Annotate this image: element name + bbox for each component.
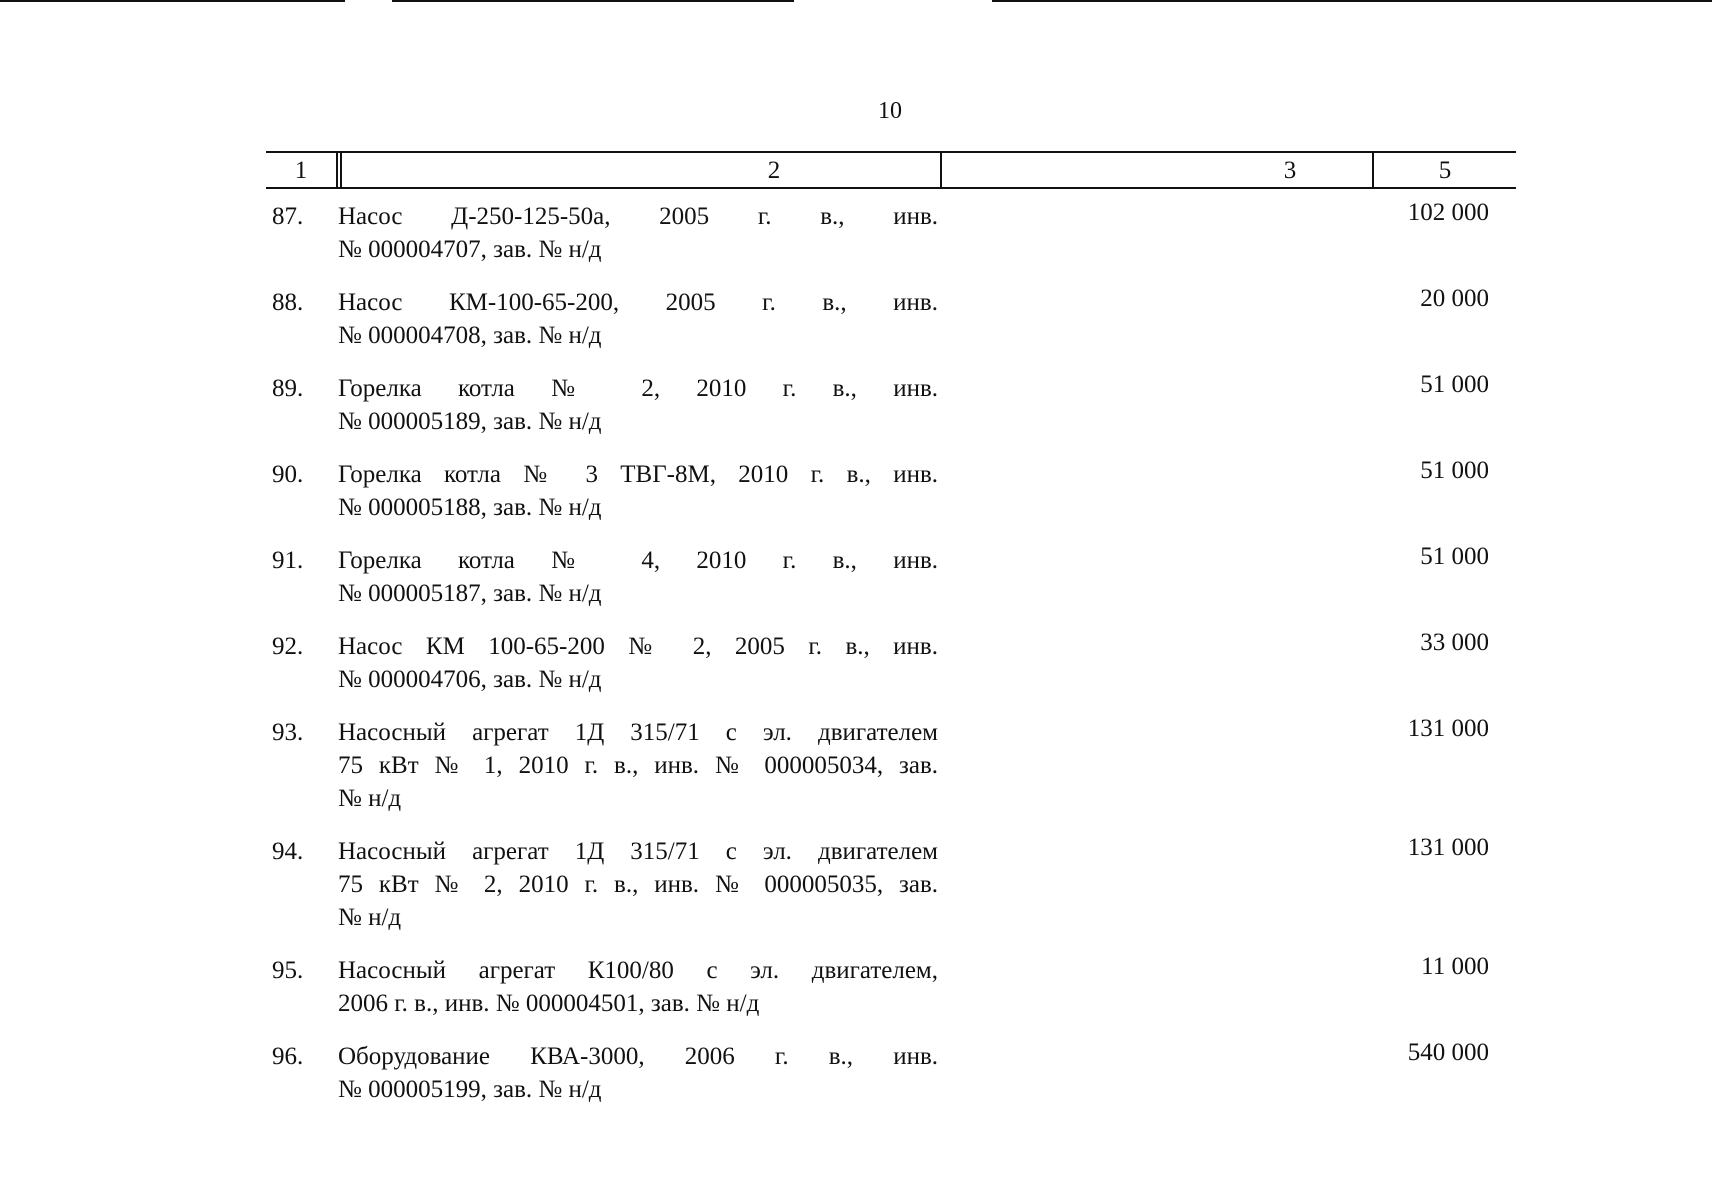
description-line: № 000004708, зав. № н/д	[338, 322, 602, 349]
header-divider	[336, 152, 338, 188]
description-line: Насосный агрегат 1Д 315/71 с эл. двигателем	[338, 838, 938, 865]
row-number: 91.	[272, 547, 304, 574]
row-description	[338, 372, 938, 438]
row-number: 95.	[272, 957, 304, 984]
description-line: № 000005188, зав. № н/д	[338, 494, 602, 521]
row-value: 540 000	[1407, 1039, 1489, 1066]
top-edge-rule	[392, 0, 794, 2]
description-line: Горелка котла № 4, 2010 г. в., инв.	[338, 547, 938, 574]
row-description	[338, 200, 938, 266]
row-description	[338, 1040, 938, 1106]
description-line: 75 кВт № 1, 2010 г. в., инв. № 000005034, зав.	[338, 752, 938, 779]
description-line: Насос Д-250-125-50а, 2005 г. в., инв.	[338, 203, 938, 230]
description-line: Насос КМ 100-65-200 № 2, 2005 г. в., инв.	[338, 633, 938, 660]
header-col-2: 2	[767, 157, 781, 184]
row-number: 94.	[272, 838, 304, 865]
description-line: Горелка котла № 3 ТВГ-8М, 2010 г. в., инв.	[338, 461, 938, 488]
row-value: 51 000	[1420, 457, 1489, 484]
top-edge-rule	[0, 0, 345, 2]
row-value: 20 000	[1420, 285, 1489, 312]
row-value: 33 000	[1420, 629, 1489, 656]
row-value: 11 000	[1421, 953, 1489, 980]
row-value: 131 000	[1407, 715, 1489, 742]
description-line: 75 кВт № 2, 2010 г. в., инв. № 000005035, зав.	[338, 871, 938, 898]
row-value: 131 000	[1407, 834, 1489, 861]
description-line: № 000005187, зав. № н/д	[338, 580, 602, 607]
row-description	[338, 630, 938, 696]
header-col-1: 1	[294, 157, 308, 184]
description-line: № 000004707, зав. № н/д	[338, 236, 602, 263]
row-description	[338, 835, 938, 934]
row-value: 102 000	[1407, 199, 1489, 226]
row-number: 96.	[272, 1043, 304, 1070]
row-value: 51 000	[1420, 543, 1489, 570]
description-line: № 000005199, зав. № н/д	[338, 1076, 602, 1103]
row-value: 51 000	[1420, 371, 1489, 398]
header-col-5: 5	[1438, 157, 1452, 184]
row-number: 87.	[272, 203, 304, 230]
description-line: № 000005189, зав. № н/д	[338, 408, 602, 435]
top-edge-rule	[992, 0, 1712, 2]
description-line: Насос КМ-100-65-200, 2005 г. в., инв.	[338, 289, 938, 316]
row-description	[338, 544, 938, 610]
row-number: 88.	[272, 289, 304, 316]
description-line: № н/д	[338, 785, 402, 812]
description-line: № 000004706, зав. № н/д	[338, 666, 602, 693]
row-number: 93.	[272, 719, 304, 746]
row-number: 92.	[272, 633, 304, 660]
description-line: Насосный агрегат К100/80 с эл. двигателем,	[338, 957, 938, 984]
header-col-3: 3	[1283, 157, 1297, 184]
description-line: Насосный агрегат 1Д 315/71 с эл. двигателем	[338, 719, 938, 746]
row-description	[338, 716, 938, 815]
description-line: № н/д	[338, 904, 402, 931]
description-line: Горелка котла № 2, 2010 г. в., инв.	[338, 375, 938, 402]
table-header	[266, 151, 1516, 189]
description-line: Оборудование КВА-3000, 2006 г. в., инв.	[338, 1043, 938, 1070]
page-number: 10	[878, 98, 902, 124]
row-description	[338, 286, 938, 352]
description-line: 2006 г. в., инв. № 000004501, зав. № н/д	[338, 990, 760, 1017]
row-number: 90.	[272, 461, 304, 488]
row-description	[338, 954, 938, 1020]
row-description	[338, 458, 938, 524]
row-number: 89.	[272, 375, 304, 402]
